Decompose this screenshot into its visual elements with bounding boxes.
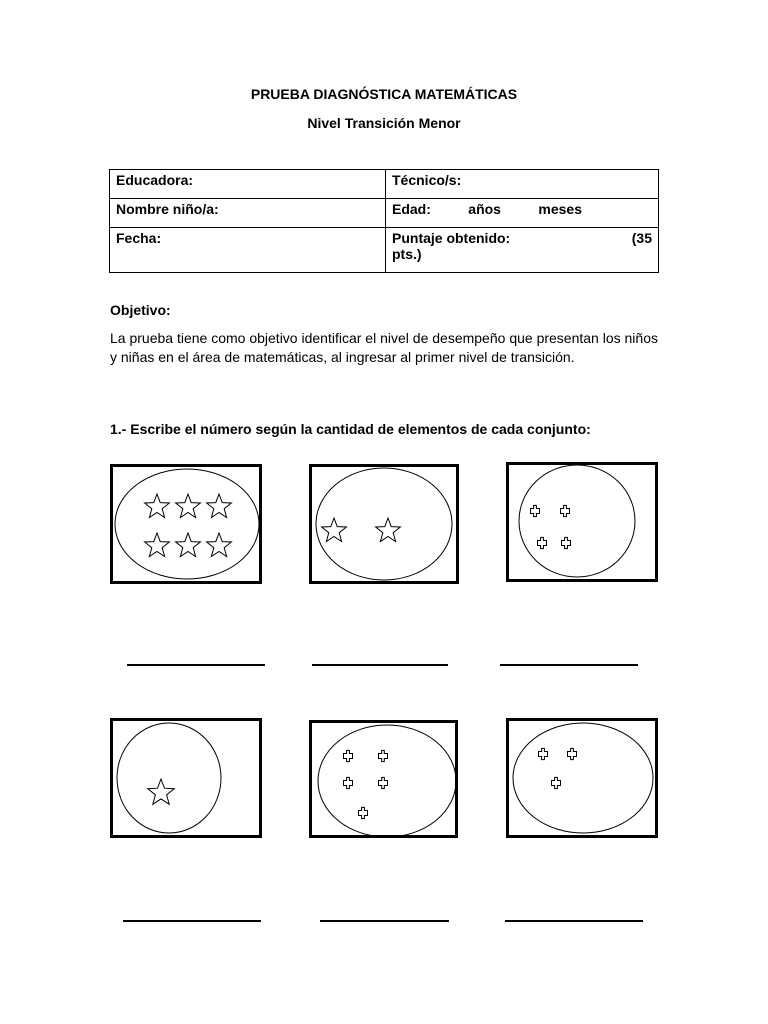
puntaje-cell[interactable] — [386, 228, 659, 273]
set-circle — [117, 723, 221, 833]
block-icon — [552, 777, 561, 788]
star-icon — [207, 533, 232, 557]
star-icon — [148, 779, 175, 804]
answer-line-4[interactable] — [123, 920, 261, 922]
set-box-6 — [506, 718, 658, 838]
set-circle — [513, 723, 653, 833]
set-box-3 — [506, 462, 658, 582]
info-table — [109, 169, 659, 273]
edad-cell[interactable] — [386, 199, 659, 228]
star-icon — [376, 518, 401, 542]
meses-label: meses — [538, 201, 582, 217]
answer-line-2[interactable] — [312, 664, 448, 666]
block-icon — [561, 505, 570, 516]
set-circle — [115, 469, 259, 579]
fecha-label: Fecha: — [116, 230, 162, 246]
star-icon — [176, 533, 201, 557]
puntaje-max: (35 — [631, 230, 652, 246]
answer-line-3[interactable] — [500, 664, 638, 666]
exercise-instruction: 1.- Escribe el número según la cantidad de elementos de cada conjunto: — [110, 421, 591, 437]
set-circle — [519, 465, 635, 577]
educadora-label: Educadora: — [116, 172, 194, 188]
star-icon — [322, 518, 347, 542]
star-icon — [176, 494, 201, 518]
block-icon — [531, 505, 540, 516]
page-subtitle: Nivel Transición Menor — [307, 115, 461, 131]
set-drawing — [509, 721, 655, 835]
fecha-cell[interactable] — [110, 228, 386, 273]
answer-line-5[interactable] — [320, 920, 449, 922]
set-drawing — [113, 467, 259, 581]
page-title: PRUEBA DIAGNÓSTICA MATEMÁTICAS — [250, 86, 518, 102]
star-icon — [207, 494, 232, 518]
objetivo-heading: Objetivo: — [110, 302, 171, 318]
block-icon — [344, 750, 353, 761]
set-box-5 — [309, 720, 458, 838]
block-icon — [344, 777, 353, 788]
block-icon — [539, 748, 548, 759]
anos-label: años — [468, 201, 501, 217]
block-icon — [359, 807, 368, 818]
block-icon — [379, 777, 388, 788]
block-icon — [538, 537, 547, 548]
tecnicos-label: Técnico/s: — [392, 172, 462, 188]
block-icon — [379, 750, 388, 761]
star-icon — [145, 533, 170, 557]
answer-line-6[interactable] — [505, 920, 643, 922]
nombre-cell[interactable] — [110, 199, 386, 228]
tecnicos-cell[interactable] — [386, 170, 659, 199]
puntaje-unit: pts.) — [392, 246, 422, 262]
puntaje-label: Puntaje obtenido: — [392, 230, 511, 246]
block-icon — [568, 748, 577, 759]
set-drawing — [312, 467, 456, 581]
set-drawing — [509, 465, 655, 579]
educadora-cell[interactable] — [110, 170, 386, 199]
set-drawing — [312, 723, 455, 835]
set-box-4 — [110, 718, 262, 838]
set-box-2 — [309, 464, 459, 584]
set-box-1 — [110, 464, 262, 584]
objetivo-text: La prueba tiene como objetivo identificar el nivel de desempeño que presentan los niños y niñas en el área de matemáticas, al ingresar al primer nivel de transición. — [110, 330, 658, 365]
star-icon — [145, 494, 170, 518]
block-icon — [562, 537, 571, 548]
set-drawing — [113, 721, 259, 835]
nombre-label: Nombre niño/a: — [116, 201, 219, 217]
answer-line-1[interactable] — [127, 664, 265, 666]
edad-label: Edad: — [392, 201, 431, 217]
